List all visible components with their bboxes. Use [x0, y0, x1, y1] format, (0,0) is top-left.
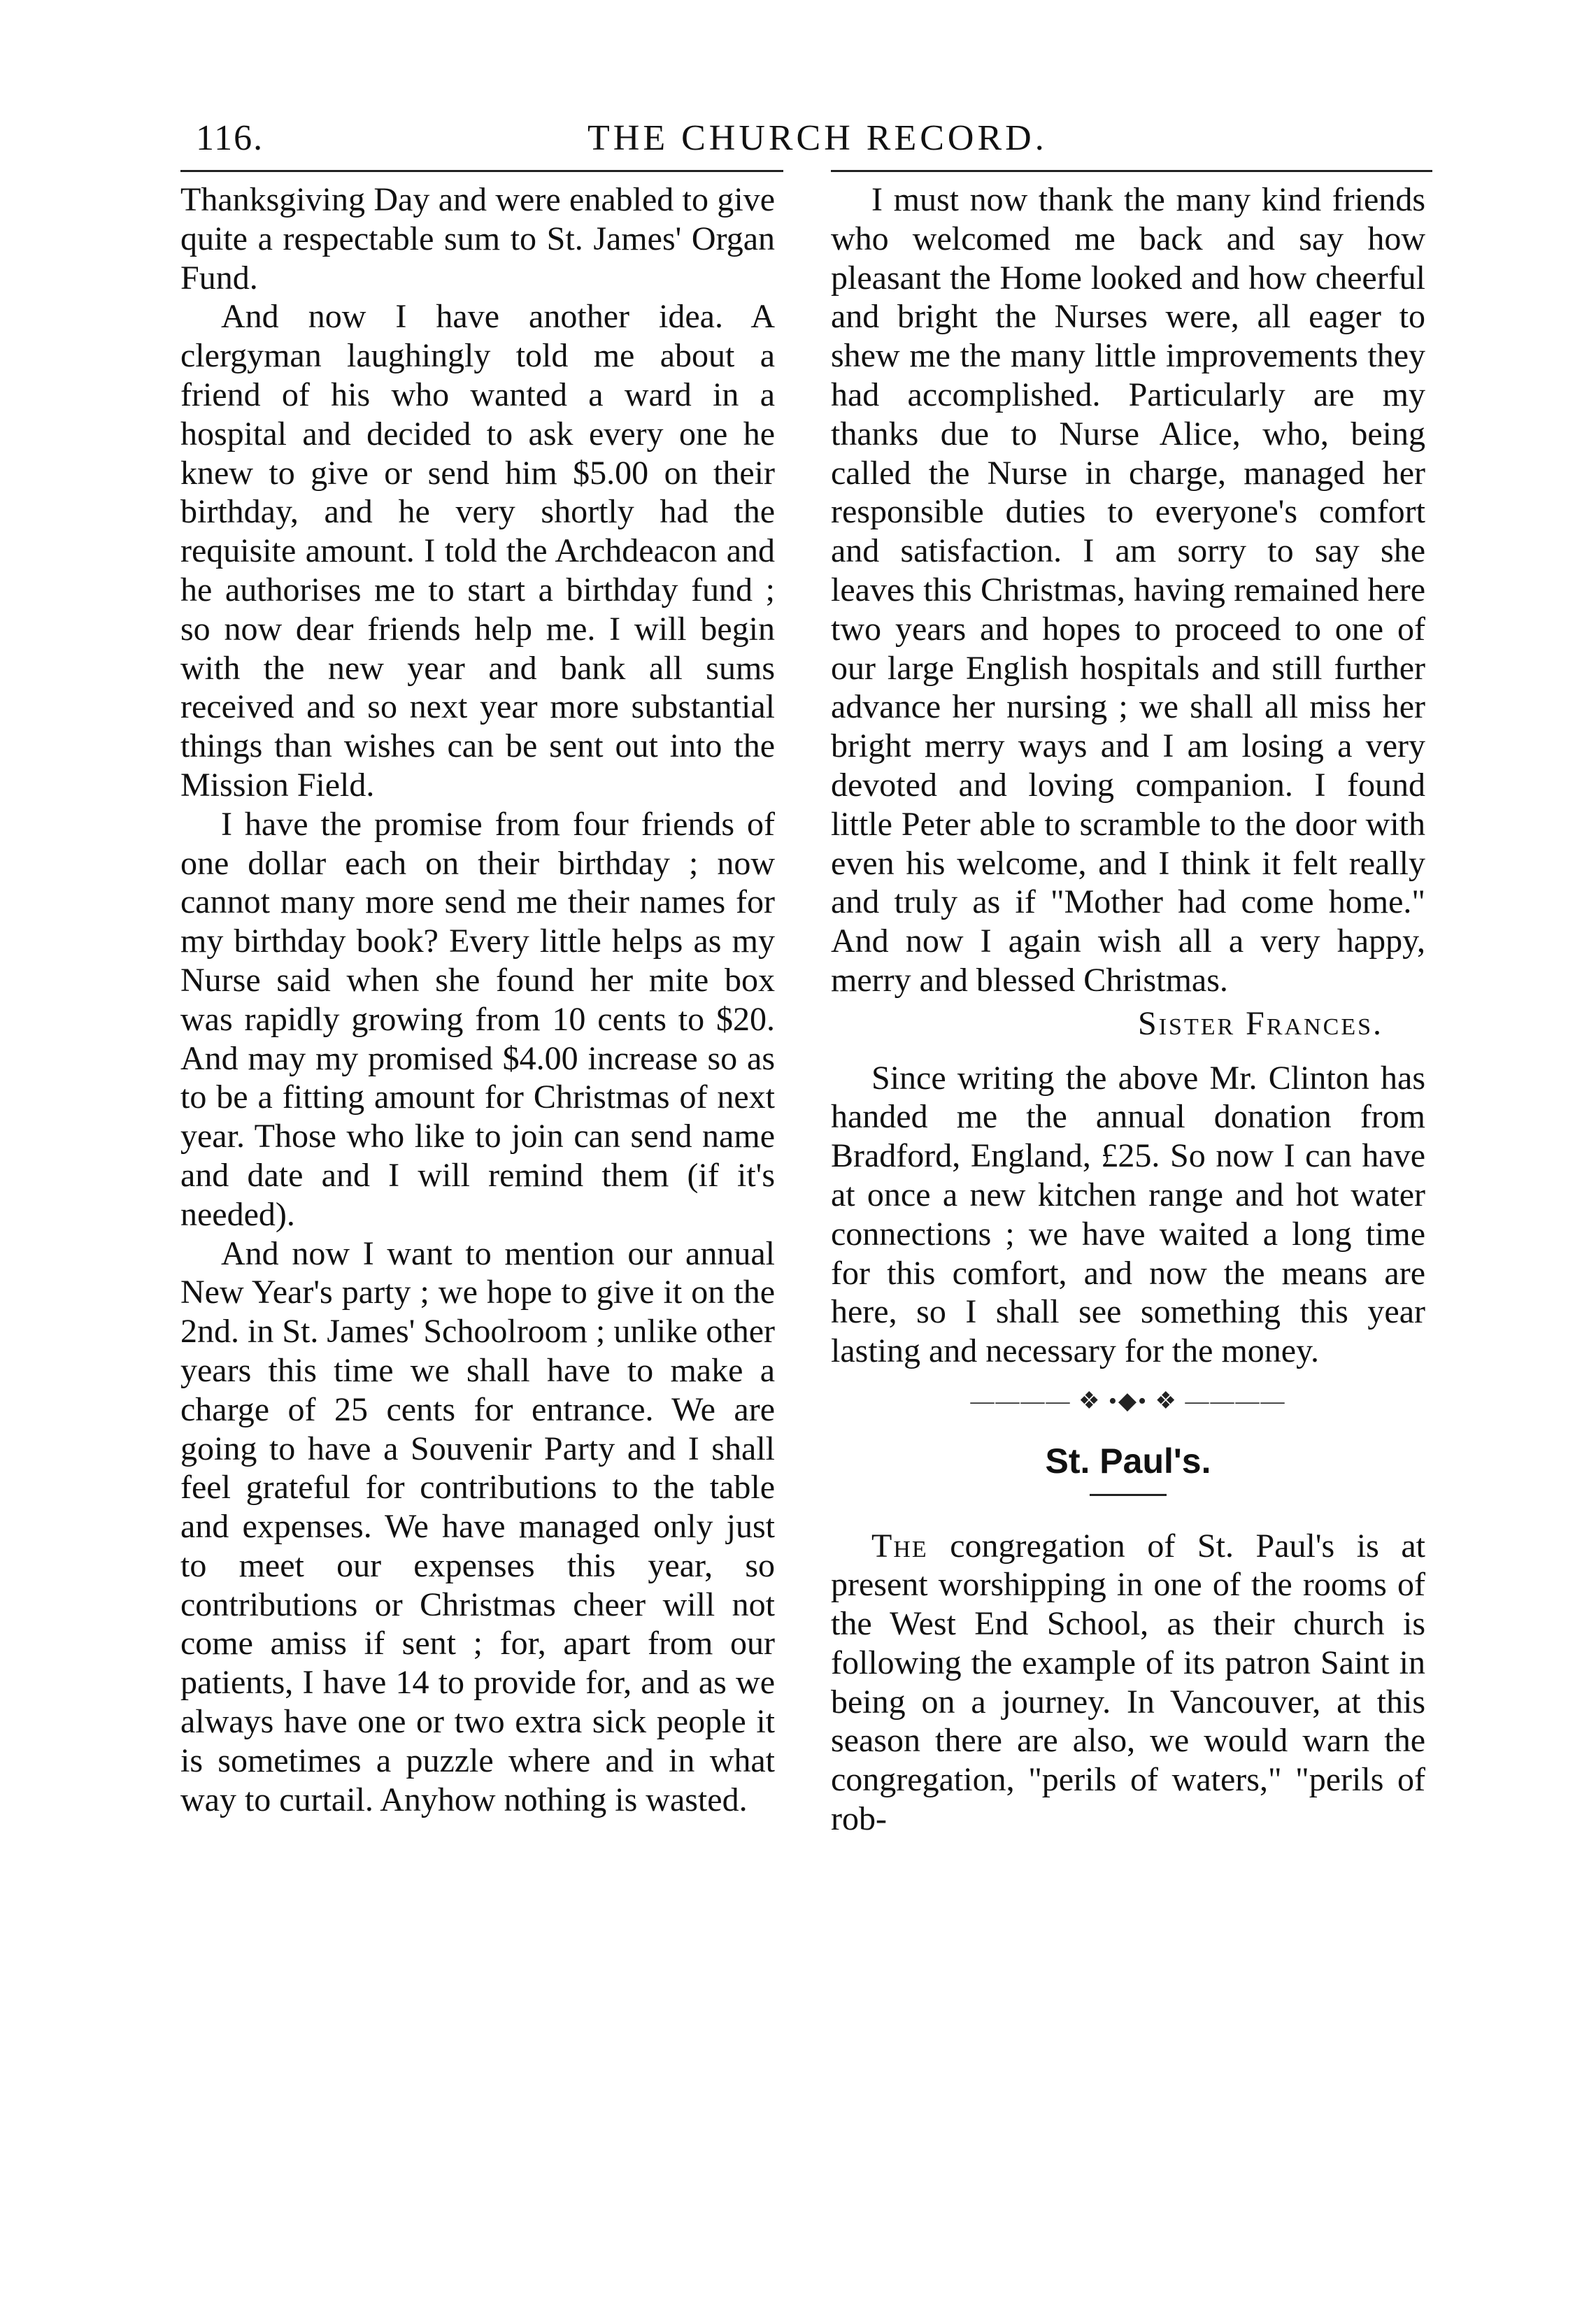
heading-rule — [1090, 1494, 1167, 1496]
header-rule-right — [831, 170, 1432, 172]
page-number: 116. — [196, 118, 264, 158]
signature: Sister Frances. — [1138, 1004, 1383, 1042]
running-title: THE CHURCH RECORD. — [587, 118, 1048, 158]
section-opening-word: The — [871, 1527, 928, 1565]
section-text: congregation of St. Paul's is at present worshipping in one of the rooms of the West End School, as their church is following the example of its patron Saint in being on a journey. In Vancouver, at this season there are also, we would warn the congregation, "perils of waters," "perils of rob- — [831, 1527, 1426, 1838]
right-column — [831, 180, 1425, 1839]
left-paragraph-1: Thanksgiving Day and were enabled to give quite a respectable sum to St. James' Organ Fund. — [180, 181, 775, 297]
left-paragraph-4: And now I want to mention our annual New Year's party ; we hope to give it on the 2nd. in St. James' Schoolroom ; unlike other years this time we shall have to make a charge of 25 cents for entrance. We are going to have a Souvenir Party and I shall feel grateful for contributions to the table and expenses. We have managed only just to meet our expenses this year, so contributions or Christmas cheer will not come amiss if sent ; for, apart from our patients, I have 14 to provide for, and as we always have one or two extra sick people it is sometimes a puzzle where and in what way to curtail. Anyhow nothing is wasted. — [180, 1234, 775, 1818]
left-paragraph-2: And now I have another idea. A clergyman laughingly told me about a friend of his who wanted a ward in a hospital and decided to ask every one he knew to give or send him $5.00 on their birthday, and he very shortly had the requisite amount. I told the Archdeacon and he authorises me to start a birthday fund ; so now dear friends help me. I will begin with the new year and bank all sums received and so next year more substantial things than wishes can be sent out into the Mission Field. — [180, 298, 775, 804]
left-paragraph-3: I have the promise from four friends of one dollar each on their birthday ; now cannot many more send me their names for my birthday book? Every little helps as my Nurse said when she found her mite box was rapidly growing from 10 cents to $20. And may my promised $4.00 increase so as to be a fitting amount for Christmas of next year. Those who like to join can send name and date and I will remind them (if it's needed). — [180, 805, 775, 1233]
header-rule-left — [180, 170, 783, 172]
ornament-divider: ———— ❖ •◆• ❖ ———— — [970, 1388, 1286, 1414]
section-paragraph — [831, 1527, 1425, 1839]
left-column — [180, 180, 775, 1819]
page-header — [196, 117, 1427, 166]
right-paragraph-2: Since writing the above Mr. Clinton has handed me the annual donation from Bradford, England, £25. So now I can have at once a new kitchen range and hot water connections ; we have waited a long time for this comfort, and now the means are here, so I shall see something this year lasting and necessary for the money. — [831, 1059, 1425, 1370]
right-paragraph-1: I must now thank the many kind friends who welcomed me back and say how pleasant the Home looked and how cheerful and bright the Nurses were, all eager to shew me the many little improvements they had accomplished. Particularly are my thanks due to Nurse Alice, who, being called the Nurse in charge, managed her responsible duties to everyone's comfort and satisfaction. I am sorry to say she leaves this Christmas, having remained here two years and hopes to proceed to one of our large English hospitals and still further advance her nursing ; we shall all miss her bright merry ways and I am losing a very devoted and loving companion. I found little Peter able to scramble to the door with even his welcome, and I think it felt really and truly as if "Mother had come home." And now I again wish all a very happy, merry and blessed Christmas. — [831, 181, 1425, 999]
section-heading: St. Paul's. — [1045, 1441, 1211, 1481]
